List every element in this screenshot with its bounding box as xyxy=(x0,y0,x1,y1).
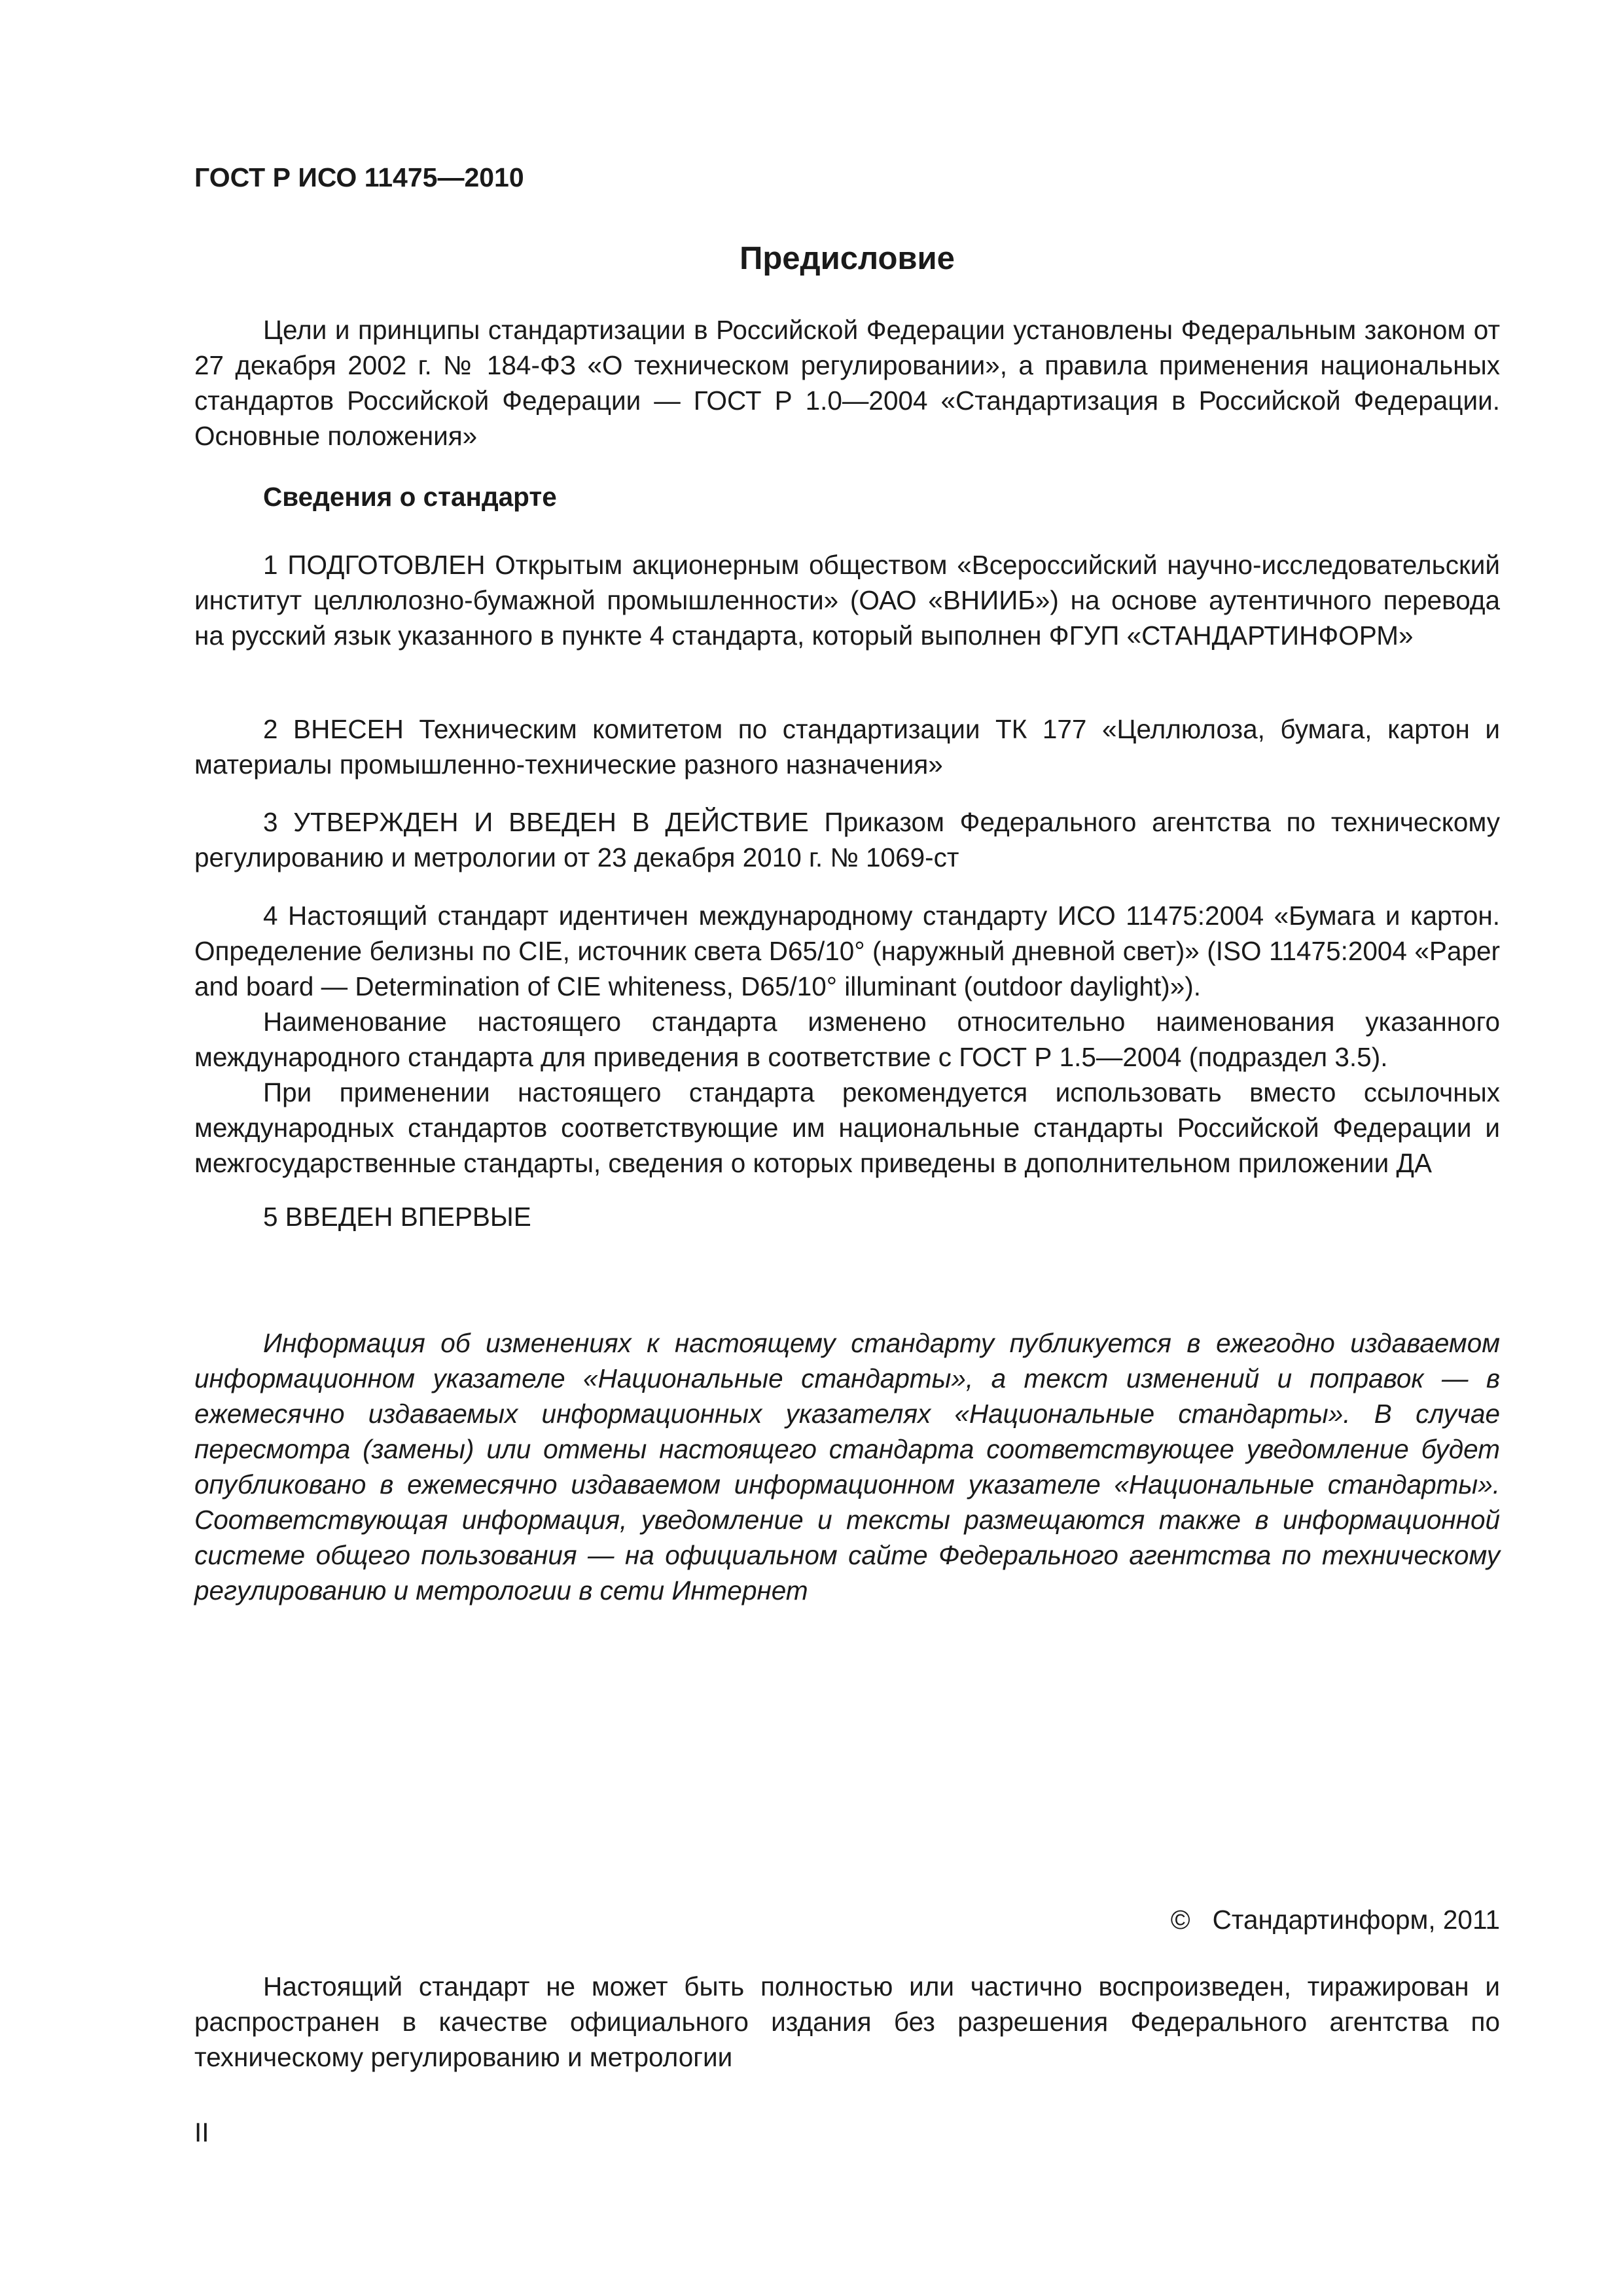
item-4-paragraph-1: 4 Настоящий стандарт идентичен международному стандарту ИСО 11475:2004 «Бумага и картон. Определение белизны по CIE, источник света D65/10° (наружный дневной свет)» (ISO 11475:2004 «Paper and board — Determination of CIE whiteness, D65/10° illuminant (outdoor daylight)»). xyxy=(194,901,1500,1001)
item-4-block xyxy=(194,898,1500,1181)
intro-block xyxy=(194,312,1500,454)
page-number: II xyxy=(194,2117,209,2147)
page-title: Предисловие xyxy=(740,241,955,276)
document-header: ГОСТ Р ИСО 11475—2010 xyxy=(194,162,524,192)
item-3-block xyxy=(194,804,1500,875)
copyright-line xyxy=(1171,1902,1500,1937)
item-4-paragraph-3: При применении настоящего стандарта рекомендуется использовать вместо ссылочных международных стандартов соответствующие им национальные стандарты Российской Федерации и межгосударственные стандарты, сведения о которых приведены в дополнительном приложении ДА xyxy=(194,1077,1500,1178)
info-paragraph: Информация об изменениях к настоящему стандарту публикуется в ежегодно издаваемом информационном указателе «Национальные стандарты», а текст изменений и поправок — в ежемесячно издаваемых информационных указателях «Национальные стандарты». В случае пересмотра (замены) или отмены настоящего стандарта соответствующее уведомление будет опубликовано в ежемесячно издаваемом информационном указателе «Национальные стандарты». Соответствующая информация, уведомление и тексты размещаются также в информационной системе общего пользования — на официальном сайте Федерального агентства по техническому регулированию и метрологии в сети Интернет xyxy=(194,1328,1500,1605)
item-1-block xyxy=(194,547,1500,653)
copyright-symbol: © xyxy=(1170,1905,1190,1935)
item-1-paragraph: 1 ПОДГОТОВЛЕН Открытым акционерным обществом «Всероссийский научно-исследовательский институт целлюлозно-бумажной промышленности» (ОАО «ВНИИБ») на основе аутентичного перевода на русский язык указанного в пункте 4 стандарта, который выполнен ФГУП «СТАНДАРТИНФОРМ» xyxy=(194,550,1500,651)
info-block xyxy=(194,1325,1500,1608)
notice-paragraph: Настоящий стандарт не может быть полностью или частично воспроизведен, тиражирован и распространен в качестве официального издания без разрешения Федерального агентства по техническому регулированию и метрологии xyxy=(194,1971,1500,2072)
intro-paragraph: Цели и принципы стандартизации в Российской Федерации установлены Федеральным законом от 27 декабря 2002 г. № 184-ФЗ «О техническом регулировании», а правила применения национальных стандартов Российской Федерации — ГОСТ Р 1.0—2004 «Стандартизация в Российской Федерации. Основные положения» xyxy=(194,315,1500,451)
item-2-block xyxy=(194,711,1500,782)
section-subheading: Сведения о стандарте xyxy=(263,482,557,512)
notice-block xyxy=(194,1969,1500,2075)
item-4-paragraph-2: Наименование настоящего стандарта изменено относительно наименования указанного международного стандарта для приведения в соответствие с ГОСТ Р 1.5—2004 (подраздел 3.5). xyxy=(194,1007,1500,1072)
item-5-block xyxy=(194,1199,1500,1234)
copyright-text: Стандартинформ, 2011 xyxy=(1212,1905,1500,1935)
item-2-paragraph: 2 ВНЕСЕН Техническим комитетом по стандартизации ТК 177 «Целлюлоза, бумага, картон и материалы промышленно-технические разного назначения» xyxy=(194,714,1500,780)
item-3-paragraph: 3 УТВЕРЖДЕН И ВВЕДЕН В ДЕЙСТВИЕ Приказом Федерального агентства по техническому регулированию и метрологии от 23 декабря 2010 г. № 1069-ст xyxy=(194,807,1500,872)
item-5-paragraph: 5 ВВЕДЕН ВПЕРВЫЕ xyxy=(263,1202,531,1232)
